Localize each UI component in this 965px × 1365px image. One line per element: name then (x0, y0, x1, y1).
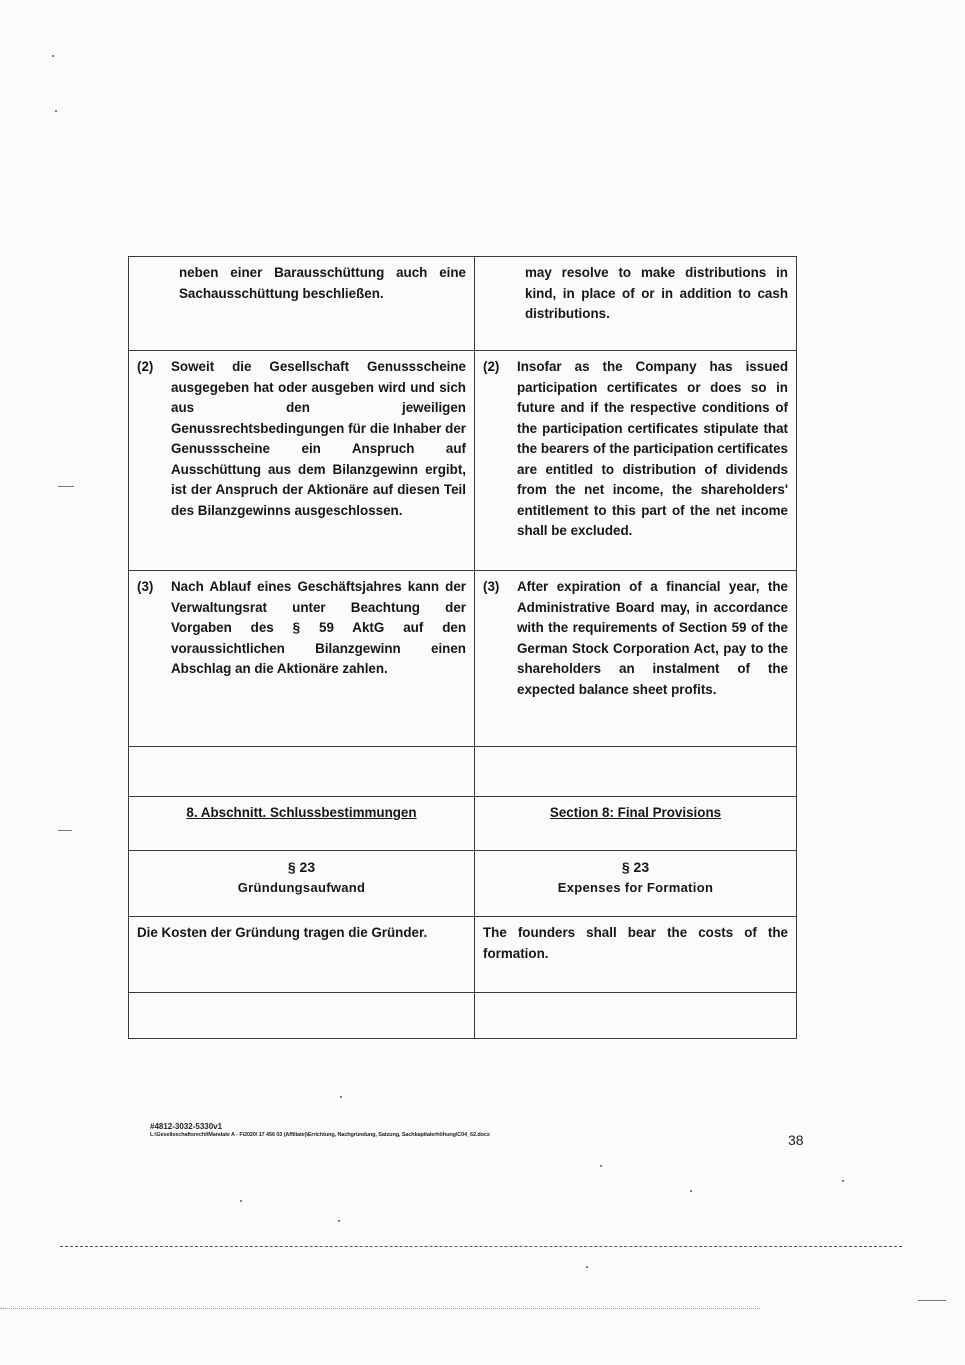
scan-speck (340, 1096, 342, 1098)
empty-cell (129, 747, 475, 797)
scan-speck (240, 1200, 242, 1202)
paragraph-number: (3) (483, 579, 500, 594)
english-paragraph-title: Expenses for Formation (557, 879, 714, 895)
german-paragraph-text: Soweit die Gesellschaft Genussscheine ausgegeben hat oder ausgeben wird und sich aus den jeweiligen Genussrechtsbedingungen für die Inhaber der Genussscheine ein Anspruch auf Ausschüttung aus dem Bilanzgewinn ergibt, ist der Anspruch der Aktionäre auf diesen Teil des Bilanzgewinns ausgeschlossen. (171, 359, 466, 518)
german-paragraph-heading (129, 851, 475, 917)
table-row (129, 917, 797, 993)
scan-rule-line (0, 1308, 760, 1309)
english-paragraph-number: § 23 (621, 859, 650, 875)
scan-speck (842, 1180, 844, 1182)
footer-document-reference (150, 1122, 490, 1140)
english-cell (475, 351, 797, 571)
scan-speck (586, 1266, 588, 1268)
table-row-empty (129, 993, 797, 1039)
scan-edge-mark (58, 486, 74, 487)
english-continuation-text: may resolve to make distributions in kind, in place of or in addition to cash distributions. (525, 265, 788, 321)
german-continuation-text: neben einer Barausschüttung auch eine Sachausschüttung beschließen. (179, 265, 466, 301)
table-row (129, 351, 797, 571)
english-cell (475, 257, 797, 351)
paragraph-number: (3) (137, 579, 154, 594)
empty-cell (475, 747, 797, 797)
page-number: 38 (788, 1132, 804, 1148)
scan-edge-mark (918, 1300, 946, 1301)
german-paragraph-title: Gründungsaufwand (237, 879, 366, 895)
table-row (129, 571, 797, 747)
german-cell (129, 351, 475, 571)
document-id: #4812-3032-5330v1 (150, 1122, 223, 1131)
paragraph-number: (2) (137, 359, 154, 374)
scan-speck (690, 1190, 692, 1192)
bilingual-articles-table (128, 256, 797, 1039)
english-paragraph-heading (475, 851, 797, 917)
empty-cell (129, 993, 475, 1039)
empty-cell (475, 993, 797, 1039)
german-paragraph-text: Nach Ablauf eines Geschäftsjahres kann der Verwaltungsrat unter Beachtung der Vorgaben des § 59 AktG auf den voraussichtlichen Bilanzgewinn einen Abschlag an die Aktionäre zahlen. (171, 579, 466, 676)
english-paragraph-text: Insofar as the Company has issued participation certificates or does so in future and if the respective conditions of the participation certificates stipulate that the bearers of the participation certificates are entitled to distribution of dividends from the net income, the shareholders' entitlement to this part of the net income shall be excluded. (517, 359, 788, 538)
english-cell (475, 571, 797, 747)
paragraph-number: (2) (483, 359, 500, 374)
scan-speck (55, 110, 57, 112)
scan-rule-line (60, 1246, 902, 1247)
english-cell (475, 917, 797, 993)
scan-speck (338, 1220, 340, 1222)
german-cell (129, 257, 475, 351)
german-formation-costs-text: Die Kosten der Gründung tragen die Gründer. (137, 925, 428, 940)
german-cell (129, 571, 475, 747)
table-row-paragraph-heading (129, 851, 797, 917)
german-cell (129, 917, 475, 993)
scan-speck (600, 1165, 602, 1167)
scan-speck (52, 55, 54, 57)
german-section-heading: 8. Abschnitt. Schlussbestimmungen (129, 797, 475, 851)
table-row (129, 257, 797, 351)
english-formation-costs-text: The founders shall bear the costs of the formation. (483, 925, 788, 961)
document-path: L:\Geselleschaftsrecht\Mandate A - F\2020\ 17 456 03 (Affiliate)\Errichtung, Nachgründung, Satzung, Sachkapitalerhöhung\C04_62.docx (150, 1132, 490, 1138)
table-row-empty (129, 747, 797, 797)
english-paragraph-text: After expiration of a financial year, the Administrative Board may, in accordance with the requirements of Section 59 of the German Stock Corporation Act, pay to the shareholders an instalment of the expected balance sheet profits. (517, 579, 788, 697)
german-paragraph-number: § 23 (287, 859, 316, 875)
scan-edge-mark (58, 830, 72, 831)
english-section-heading: Section 8: Final Provisions (475, 797, 797, 851)
table-row-section-heading (129, 797, 797, 851)
